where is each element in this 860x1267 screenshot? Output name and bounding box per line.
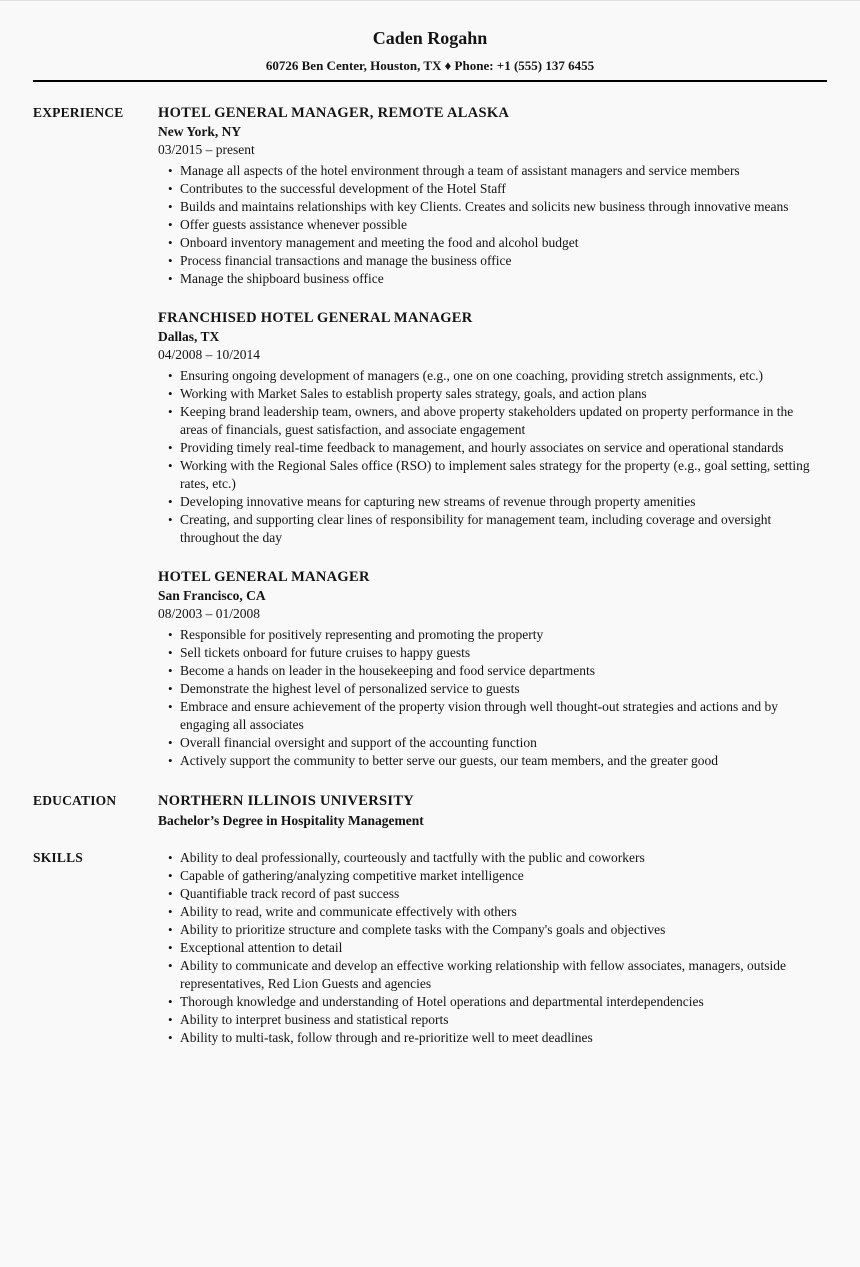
resume-page (0, 27, 860, 1267)
job-entry (158, 308, 820, 547)
resume-header (0, 27, 860, 82)
job-bullet-list (158, 162, 820, 288)
bullet-item: • Providing timely real-time feedback to management, and hourly associates on service and operational standards (172, 439, 820, 457)
bullet-item: • Creating, and supporting clear lines of responsibility for management team, including coverage and oversight throughout the day (172, 511, 820, 547)
education-section (0, 791, 860, 831)
skill-item: • Ability to prioritize structure and complete tasks with the Company's goals and objectives (172, 921, 820, 939)
bullet-item: • Working with the Regional Sales office (RSO) to implement sales strategy for the property (e.g., goal setting, setting rates, etc.) (172, 457, 820, 493)
school-name: NORTHERN ILLINOIS UNIVERSITY (158, 793, 415, 809)
bullet-item: • Demonstrate the highest level of personalized service to guests (172, 680, 820, 698)
job-bullet-list (158, 626, 820, 770)
bullet-item: • Ensuring ongoing development of managers (e.g., one on one coaching, providing stretch assignments, etc.) (172, 367, 820, 385)
job-dates: 08/2003 – 01/2008 (158, 606, 261, 621)
job-entry (158, 567, 820, 770)
contact-line: 60726 Ben Center, Houston, TX ♦ Phone: +1 (555) 137 6455 (265, 58, 595, 73)
skill-item: • Ability to multi-task, follow through and re-prioritize well to meet deadlines (172, 1029, 820, 1047)
bullet-item: • Sell tickets onboard for future cruises to happy guests (172, 644, 820, 662)
experience-content (158, 103, 820, 770)
bullet-item: • Overall financial oversight and support of the accounting function (172, 734, 820, 752)
bullet-item: • Developing innovative means for capturing new streams of revenue through property amenities (172, 493, 820, 511)
education-content (158, 791, 820, 831)
skills-list (158, 849, 820, 1047)
bullet-item: • Keeping brand leadership team, owners, and above property stakeholders updated on property performance in the areas of financials, guest satisfaction, and associate engagement (172, 403, 820, 439)
skill-item: • Exceptional attention to detail (172, 939, 820, 957)
experience-section (0, 103, 860, 770)
bullet-item: • Become a hands on leader in the housekeeping and food service departments (172, 662, 820, 680)
job-entry (158, 103, 820, 288)
degree-name: Bachelor’s Degree in Hospitality Management (158, 813, 424, 828)
job-bullet-list (158, 367, 820, 547)
section-label-education: EDUCATION (33, 793, 117, 808)
skill-item: • Ability to deal professionally, courteously and tactfully with the public and coworkers (172, 849, 820, 867)
bullet-item: • Builds and maintains relationships with key Clients. Creates and solicits new business through innovative means (172, 198, 820, 216)
bullet-item: • Contributes to the successful development of the Hotel Staff (172, 180, 820, 198)
bullet-item: • Responsible for positively representing and promoting the property (172, 626, 820, 644)
skill-item: • Ability to communicate and develop an effective working relationship with fellow associates, managers, outside representatives, Red Lion Guests and agencies (172, 957, 820, 993)
bullet-item: • Actively support the community to better serve our guests, our team members, and the greater good (172, 752, 820, 770)
job-location: New York, NY (158, 124, 242, 139)
bullet-item: • Manage the shipboard business office (172, 270, 820, 288)
skills-content (158, 848, 820, 1047)
skill-item: • Capable of gathering/analyzing competitive market intelligence (172, 867, 820, 885)
candidate-name: Caden Rogahn (372, 28, 488, 48)
job-dates: 03/2015 – present (158, 142, 255, 157)
job-title: FRANCHISED HOTEL GENERAL MANAGER (158, 310, 473, 326)
section-label-skills: SKILLS (33, 850, 83, 865)
skill-item: • Quantifiable track record of past success (172, 885, 820, 903)
header-divider (33, 80, 827, 82)
job-location: San Francisco, CA (158, 588, 266, 603)
bullet-item: • Onboard inventory management and meeting the food and alcohol budget (172, 234, 820, 252)
bullet-item: • Embrace and ensure achievement of the property vision through well thought-out strategies and actions and by engaging all associates (172, 698, 820, 734)
bullet-item: • Manage all aspects of the hotel environment through a team of assistant managers and service members (172, 162, 820, 180)
skill-item: • Ability to interpret business and statistical reports (172, 1011, 820, 1029)
bullet-item: • Offer guests assistance whenever possible (172, 216, 820, 234)
skill-item: • Thorough knowledge and understanding of Hotel operations and departmental interdependencies (172, 993, 820, 1011)
job-dates: 04/2008 – 10/2014 (158, 347, 261, 362)
bullet-item: • Process financial transactions and manage the business office (172, 252, 820, 270)
section-label-experience: EXPERIENCE (33, 105, 124, 120)
job-title: HOTEL GENERAL MANAGER, REMOTE ALASKA (158, 105, 510, 121)
bullet-item: • Working with Market Sales to establish property sales strategy, goals, and action plans (172, 385, 820, 403)
job-title: HOTEL GENERAL MANAGER (158, 569, 370, 585)
skill-item: • Ability to read, write and communicate effectively with others (172, 903, 820, 921)
job-location: Dallas, TX (158, 329, 220, 344)
skills-section (0, 848, 860, 1047)
